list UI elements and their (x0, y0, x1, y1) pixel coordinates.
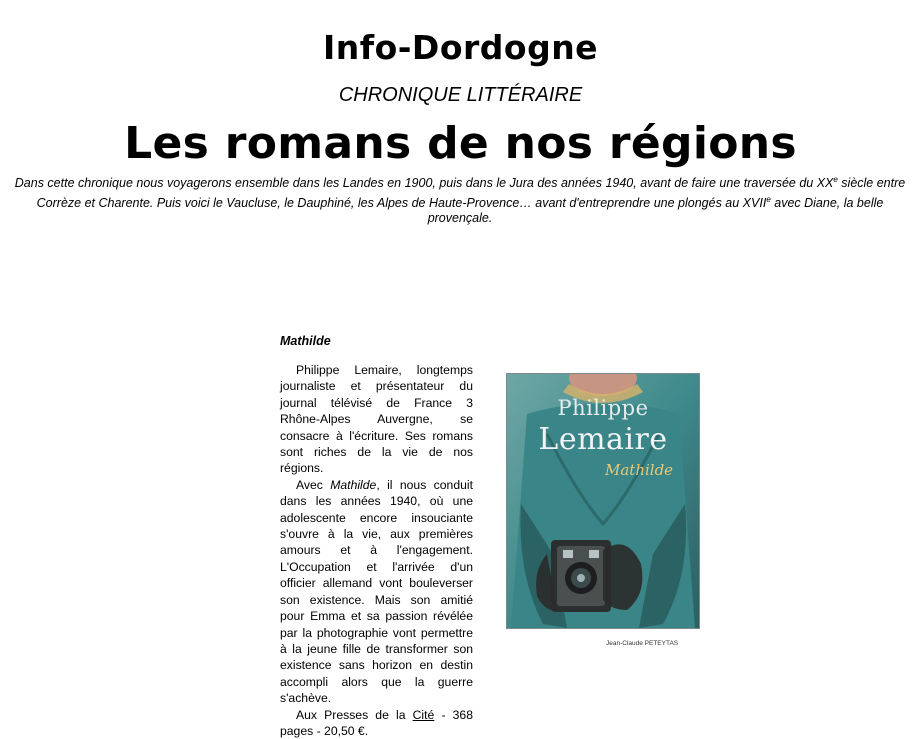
intro-superscript-1: e (833, 175, 838, 184)
cover-author-first-name: Philippe (557, 396, 649, 420)
review-p3-end: - 368 pages - 20,50 €. (280, 707, 473, 738)
cover-author-last-name: Lemaire (538, 422, 668, 457)
photo-credit: Jean-Claude PETEYTAS (606, 640, 679, 647)
review-p2-end: , il nous conduit dans les années 1940, où une adolescente encore insouciante s'ouvre à la vie, aux premières amours et à l'engagement. L'Occupation et l'arrivée d'un officier allemand vont bouleverser son existence. Mais son amitié pour Emma et sa passion révélée par la photographie vont permettre à la jeune fille de transformer son existence sans horizon en destin accompli alors que la guerre s'achève. (280, 477, 473, 706)
review-p3-start: Aux Presses de la (296, 707, 413, 722)
review-book-title: Mathilde (330, 477, 377, 492)
article-intro (10, 172, 910, 227)
publisher-link[interactable]: Cité (412, 707, 435, 722)
intro-text-part2: siècle entre Corrèze et Charente. Puis voici le Vaucluse, le Dauphiné, les Alpes de Haute-Provence… avant d'entreprendre une plongés au XVII (36, 176, 906, 210)
cover-book-title: Mathilde (605, 461, 674, 479)
review-title: Mathilde (280, 334, 331, 348)
publication-masthead: Info-Dordogne (322, 28, 599, 67)
review-p2-start: Avec (296, 477, 331, 492)
article-headline: Les romans de nos régions (124, 118, 797, 169)
intro-text-part1: Dans cette chronique nous voyagerons ensemble dans les Landes en 1900, puis dans le Jura des années 1940, avant de faire une traversée du XX (14, 176, 834, 191)
book-cover-image (506, 373, 700, 629)
review-body (280, 362, 473, 739)
review-paragraph-1: Philippe Lemaire, longtemps journaliste et présentateur du journal télévisé de France 3 Rhône-Alpes Auvergne, se consacre à l'écriture. Ses romans sont riches de la vie de nos régions. (280, 363, 473, 476)
section-kicker: CHRONIQUE LITTÉRAIRE (338, 84, 583, 106)
intro-text-part3: avec Diane, la belle provençale. (427, 195, 884, 226)
review-paragraph-2 (280, 477, 473, 707)
review-paragraph-3 (280, 707, 473, 739)
intro-superscript-2: e (766, 194, 771, 204)
